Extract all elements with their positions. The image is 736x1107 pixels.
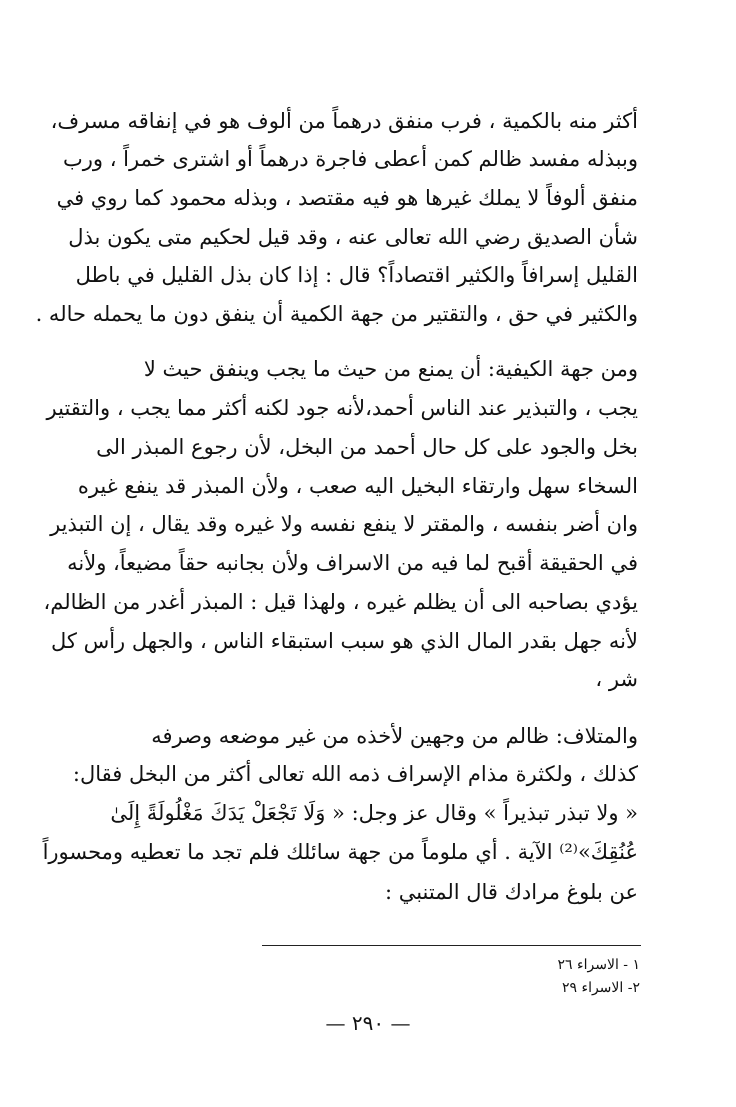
text-line: السخاء سهل وارتقاء البخيل اليه صعب ، ولأن المبذر قد ينفع غيره bbox=[77, 474, 638, 498]
text-line: « ولا تبذر تبذيراً » وقال عز وجل: « وَلَا تَجْعَلْ يَدَكَ مَغْلُولَةً إِلَىٰ bbox=[110, 801, 638, 825]
text-line: القليل إسرافاً والكثير اقتصاداً؟ قال : إذا كان بذل القليل في باطل bbox=[75, 263, 638, 287]
footnote-1: ١ - الاسراء ٢٦ bbox=[557, 957, 640, 973]
text-line: وببذله مفسد ظالم كمن أعطى فاجرة درهماً أو اشترى خمراً ، ورب bbox=[62, 147, 638, 171]
text-line: والكثير في حق ، والتقتير من جهة الكمية أن ينفق دون ما يحمله حاله . bbox=[35, 302, 638, 326]
text-line: يؤدي بصاحبه الى أن يظلم غيره ، ولهذا قيل : المبذر أغدر من الظالم، bbox=[43, 590, 638, 614]
text-line: والمتلاف: ظالم من وجهين لأخذه من غير موضعه وصرفه bbox=[151, 724, 638, 748]
text-line: شأن الصديق رضي الله تعالى عنه ، وقد قيل لحكيم متى يكون بذل bbox=[68, 225, 638, 249]
text-line: أكثر منه بالكمية ، فرب منفق درهماً من ألوف هو في إنفاقه مسرف، bbox=[50, 109, 638, 133]
text-line: منفق ألوفاً لا يملك غيرها هو فيه مقتصد ، وبذله محمود كما روي في bbox=[56, 186, 638, 210]
footnote-2: ٢- الاسراء ٢٩ bbox=[561, 980, 640, 996]
text-line: في الحقيقة أقبح لما فيه من الاسراف ولأن بجانبه حقاً مضيعاً، ولأنه bbox=[67, 551, 638, 575]
text-line: كذلك ، ولكثرة مذام الإسراف ذمه الله تعالى أكثر من البخل فقال: bbox=[72, 762, 638, 786]
text-line: شر ، bbox=[595, 667, 638, 691]
text-line: عن بلوغ مرادك قال المتنبي : bbox=[384, 880, 638, 904]
text-line: وان أضر بنفسه ، والمقتر لا ينفع نفسه ولا غيره وقد يقال ، إن التبذير bbox=[50, 512, 638, 536]
text-line: لأنه جهل بقدر المال الذي هو سبب استبقاء الناس ، والجهل رأس كل bbox=[51, 629, 638, 653]
text-line: يجب ، والتبذير عند الناس أحمد،لأنه جود لكنه أكثر مما يجب ، والتقتير bbox=[46, 396, 638, 420]
footnote-divider bbox=[262, 945, 641, 946]
text-line: عُنُقِكَ»⁽²⁾ الآية . أي ملوماً من جهة سائلك فلم تجد ما تعطيه ومحسوراً bbox=[42, 840, 638, 864]
text-line: بخل والجود على كل حال أحمد من البخل، لأن رجوع المبذر الى bbox=[96, 435, 638, 459]
page-number: — ٢٩٠ — bbox=[325, 1011, 411, 1035]
text-line: ومن جهة الكيفية: أن يمنع من حيث ما يجب وينفق حيث لا bbox=[143, 357, 638, 381]
